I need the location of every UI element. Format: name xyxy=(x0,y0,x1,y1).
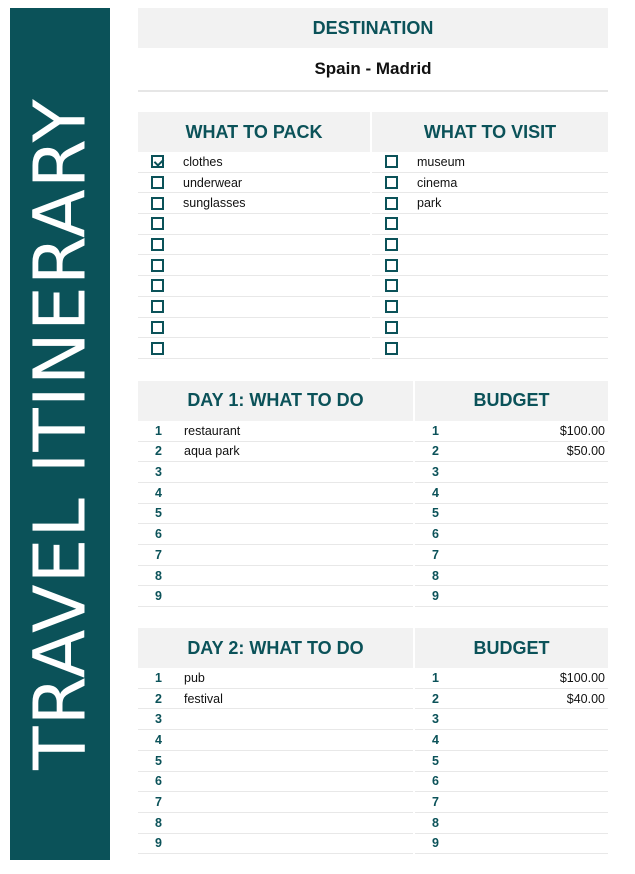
day2-activity-row xyxy=(138,709,413,730)
checkbox-icon[interactable] xyxy=(385,342,398,355)
day1-budget-header: BUDGET xyxy=(415,381,608,421)
checkbox-icon[interactable] xyxy=(385,300,398,313)
checkbox-icon[interactable] xyxy=(151,300,164,313)
budget-amount[interactable]: $50.00 xyxy=(566,444,605,459)
visit-item xyxy=(372,235,608,256)
day1-budget-row xyxy=(415,504,608,525)
row-number: 6 xyxy=(432,527,439,542)
day1-budget-row xyxy=(415,483,608,504)
pack-item xyxy=(138,297,370,318)
day2-activity-row xyxy=(138,772,413,793)
checkbox-icon[interactable] xyxy=(151,217,164,230)
day1-budget-row xyxy=(415,566,608,587)
row-number: 4 xyxy=(155,485,162,500)
row-number: 1 xyxy=(155,423,162,438)
day1-activity-row xyxy=(138,504,413,525)
day1-budget-row xyxy=(415,462,608,483)
day2-budget-rows xyxy=(415,668,608,854)
day2-budget-row xyxy=(415,751,608,772)
row-number: 4 xyxy=(155,732,162,747)
pack-header: WHAT TO PACK xyxy=(138,112,370,152)
day2-activity-row xyxy=(138,813,413,834)
row-number: 8 xyxy=(155,568,162,583)
visit-item-text[interactable]: park xyxy=(417,196,442,211)
row-number: 7 xyxy=(432,547,439,562)
pack-item-text[interactable]: sunglasses xyxy=(183,196,246,211)
visit-item xyxy=(372,173,608,194)
pack-item xyxy=(138,318,370,339)
day2-budget-row xyxy=(415,668,608,689)
row-number: 6 xyxy=(155,774,162,789)
row-number: 4 xyxy=(432,485,439,500)
visit-item xyxy=(372,276,608,297)
day2-activity-row xyxy=(138,689,413,710)
checkbox-icon[interactable] xyxy=(151,321,164,334)
row-number: 1 xyxy=(432,670,439,685)
day2-budget-row xyxy=(415,792,608,813)
pack-list xyxy=(138,112,370,359)
row-number: 9 xyxy=(155,836,162,851)
day2-section xyxy=(138,628,608,854)
day1-activity-row xyxy=(138,421,413,442)
row-number: 8 xyxy=(432,568,439,583)
pack-item-text[interactable]: clothes xyxy=(183,154,223,169)
visit-list xyxy=(372,112,608,359)
pack-item xyxy=(138,235,370,256)
day2-budget-row xyxy=(415,834,608,855)
visit-item-text[interactable]: cinema xyxy=(417,175,458,190)
pack-item xyxy=(138,193,370,214)
visit-item xyxy=(372,193,608,214)
visit-item xyxy=(372,297,608,318)
day1-activity-row xyxy=(138,462,413,483)
checkbox-icon[interactable] xyxy=(385,176,398,189)
checkbox-icon[interactable] xyxy=(151,342,164,355)
row-number: 2 xyxy=(155,444,162,459)
row-number: 9 xyxy=(155,589,162,604)
day1-budget-row xyxy=(415,442,608,463)
pack-item xyxy=(138,152,370,173)
day1-budget-row xyxy=(415,524,608,545)
day2-activity-row xyxy=(138,792,413,813)
budget-amount[interactable]: $100.00 xyxy=(559,670,605,685)
day1-activity-row xyxy=(138,483,413,504)
checked-checkbox-icon[interactable] xyxy=(151,155,164,168)
sidebar-banner xyxy=(10,8,110,860)
day2-activity-row xyxy=(138,834,413,855)
row-number: 6 xyxy=(432,774,439,789)
row-number: 2 xyxy=(155,691,162,706)
day1-budget-rows xyxy=(415,421,608,607)
pack-item xyxy=(138,255,370,276)
activity-text[interactable]: aqua park xyxy=(184,444,240,459)
row-number: 5 xyxy=(155,753,162,768)
pack-rows xyxy=(138,152,370,359)
row-number: 7 xyxy=(155,547,162,562)
checkbox-icon[interactable] xyxy=(151,238,164,251)
day1-activity-row xyxy=(138,442,413,463)
page-title: TRAVEL ITINERARY xyxy=(18,98,102,770)
day2-budget-row xyxy=(415,813,608,834)
row-number: 9 xyxy=(432,836,439,851)
budget-amount[interactable]: $40.00 xyxy=(566,691,605,706)
day2-budget-row xyxy=(415,730,608,751)
visit-item xyxy=(372,152,608,173)
day2-budget-row xyxy=(415,689,608,710)
day1-header: DAY 1: WHAT TO DO xyxy=(138,381,413,421)
checkbox-icon[interactable] xyxy=(385,238,398,251)
row-number: 7 xyxy=(155,795,162,810)
day2-activity-rows xyxy=(138,668,413,854)
checkbox-icon[interactable] xyxy=(385,259,398,272)
row-number: 8 xyxy=(155,815,162,830)
row-number: 5 xyxy=(432,753,439,768)
day2-activities xyxy=(138,628,413,854)
row-number: 3 xyxy=(432,712,439,727)
pack-item xyxy=(138,276,370,297)
checkbox-icon[interactable] xyxy=(385,217,398,230)
day1-activity-row xyxy=(138,545,413,566)
day2-activity-row xyxy=(138,730,413,751)
day2-budget-row xyxy=(415,709,608,730)
day1-activity-row xyxy=(138,566,413,587)
row-number: 2 xyxy=(432,444,439,459)
checkbox-icon[interactable] xyxy=(151,279,164,292)
destination-header: DESTINATION xyxy=(138,8,608,48)
row-number: 8 xyxy=(432,815,439,830)
day1-activity-row xyxy=(138,586,413,607)
day1-activity-rows xyxy=(138,421,413,607)
checklists xyxy=(138,112,608,359)
row-number: 1 xyxy=(432,423,439,438)
day1-section xyxy=(138,381,608,607)
day1-activity-row xyxy=(138,524,413,545)
day1-activities xyxy=(138,381,413,607)
checkbox-icon[interactable] xyxy=(151,259,164,272)
checkbox-icon[interactable] xyxy=(385,197,398,210)
row-number: 7 xyxy=(432,795,439,810)
row-number: 1 xyxy=(155,670,162,685)
row-number: 5 xyxy=(432,506,439,521)
row-number: 3 xyxy=(155,465,162,480)
checkbox-icon[interactable] xyxy=(385,279,398,292)
pack-item-text[interactable]: underwear xyxy=(183,175,243,190)
day1-budget-row xyxy=(415,545,608,566)
row-number: 6 xyxy=(155,527,162,542)
row-number: 3 xyxy=(432,465,439,480)
checkbox-icon[interactable] xyxy=(151,197,164,210)
row-number: 5 xyxy=(155,506,162,521)
visit-item-text[interactable]: museum xyxy=(417,154,465,169)
budget-amount[interactable]: $100.00 xyxy=(559,423,605,438)
visit-header: WHAT TO VISIT xyxy=(372,112,608,152)
checkbox-icon[interactable] xyxy=(385,321,398,334)
day2-activity-row xyxy=(138,668,413,689)
checkbox-icon[interactable] xyxy=(385,155,398,168)
day2-budget-row xyxy=(415,772,608,793)
day2-header: DAY 2: WHAT TO DO xyxy=(138,628,413,668)
activity-text[interactable]: festival xyxy=(184,691,223,706)
day2-budget xyxy=(415,628,608,854)
row-number: 2 xyxy=(432,691,439,706)
day1-budget xyxy=(415,381,608,607)
activity-text[interactable]: pub xyxy=(184,670,205,685)
pack-item xyxy=(138,214,370,235)
visit-rows xyxy=(372,152,608,359)
visit-item xyxy=(372,214,608,235)
day1-budget-row xyxy=(415,586,608,607)
destination-value[interactable]: Spain - Madrid xyxy=(138,48,608,92)
day2-activity-row xyxy=(138,751,413,772)
pack-item xyxy=(138,173,370,194)
activity-text[interactable]: restaurant xyxy=(184,423,241,438)
day1-budget-row xyxy=(415,421,608,442)
day2-budget-header: BUDGET xyxy=(415,628,608,668)
visit-item xyxy=(372,338,608,359)
pack-item xyxy=(138,338,370,359)
row-number: 4 xyxy=(432,732,439,747)
row-number: 9 xyxy=(432,589,439,604)
itinerary-sheet xyxy=(138,8,608,854)
checkbox-icon[interactable] xyxy=(151,176,164,189)
visit-item xyxy=(372,255,608,276)
visit-item xyxy=(372,318,608,339)
row-number: 3 xyxy=(155,712,162,727)
